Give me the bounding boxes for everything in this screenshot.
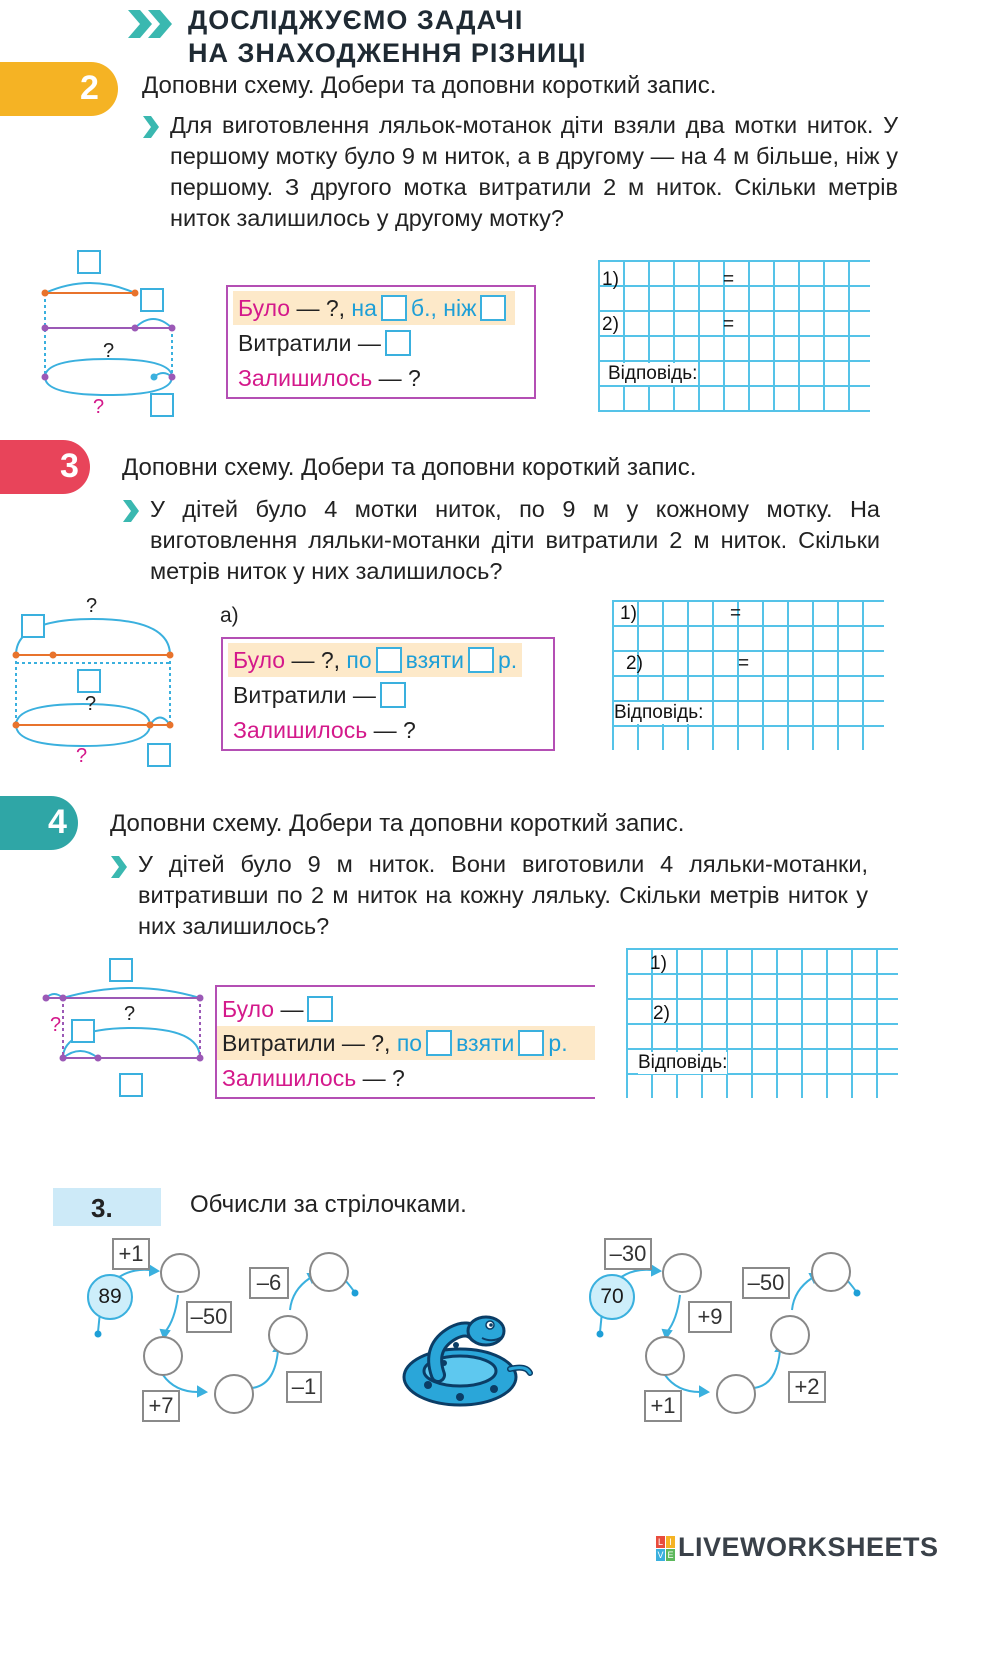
task4-short-record [215, 985, 595, 1099]
bullet-chevron-icon [141, 116, 159, 138]
record-row-was: Було — [222, 992, 337, 1026]
footer-brand[interactable]: LIVEWORKSHEETS [678, 1532, 939, 1562]
variant-label: а) [220, 604, 239, 627]
chain1-op-box: –50 [186, 1301, 232, 1333]
chain1-op-box: –1 [286, 1371, 322, 1403]
scheme-question: ? [93, 396, 105, 418]
chain2-op-box: –50 [742, 1267, 790, 1299]
task-number-tab-3 [0, 440, 90, 494]
task3-scheme [8, 592, 188, 772]
chain2-answer-circle[interactable] [770, 1315, 810, 1355]
task2-scheme [30, 245, 210, 420]
task-number-tab-4 [0, 796, 78, 850]
answer-box[interactable] [518, 1030, 544, 1056]
task4-problem: У дітей було 9 м ниток. Вони виготовили 4 ляльки-мотанки, витративши по 2 м ниток на кожну ляльку. Скільки метрів ниток у них залишилось? [138, 851, 868, 939]
answer-label: Відповідь: [614, 702, 704, 723]
chain1-answer-circle[interactable] [214, 1374, 254, 1414]
answer-box[interactable] [385, 330, 411, 356]
answer-box[interactable] [376, 647, 402, 673]
answer-box[interactable] [426, 1030, 452, 1056]
chain1-start-circle: 89 [87, 1274, 133, 1320]
task-number: 4 [48, 803, 67, 841]
task3-instruction: Доповни схему. Добери та доповни короткий запис. [122, 454, 697, 481]
record-row-was: Було — ?, на б., ніж [233, 291, 515, 325]
chain1-op-box: +1 [112, 1238, 150, 1270]
scheme-question: ? [124, 1003, 136, 1025]
exercise3-instruction: Обчисли за стрілочками. [190, 1191, 467, 1218]
scheme-question: ? [103, 340, 115, 362]
chain1-answer-circle[interactable] [143, 1336, 183, 1376]
task3-solution-grid[interactable]: 1) = 2) = Відповідь: [612, 600, 884, 750]
answer-box[interactable] [307, 996, 333, 1022]
double-chevron-icon [128, 10, 176, 38]
task3-problem: У дітей було 4 мотки ниток, по 9 м у кожному мотку. На виготовлення ляльки-мотанки діти витратили 2 м ниток. Скільки метрів ниток у них залишилось? [150, 496, 880, 584]
liveworksheets-logo-icon: L I V E [657, 1537, 674, 1560]
answer-label: Відповідь: [608, 363, 698, 384]
snake-illustration [398, 1305, 538, 1410]
exercise-number-label: 3. [53, 1188, 161, 1226]
chain1-answer-circle[interactable] [160, 1253, 200, 1293]
chain2-answer-circle[interactable] [662, 1253, 702, 1293]
task4-instruction: Доповни схему. Добери та доповни короткий запис. [110, 810, 685, 837]
chain2-start-circle: 70 [589, 1274, 635, 1320]
chain1-op-box: +7 [142, 1390, 180, 1422]
answer-box[interactable] [380, 682, 406, 708]
bullet-chevron-icon [121, 500, 139, 522]
chain2-answer-circle[interactable] [645, 1336, 685, 1376]
record-row-left: Залишилось — ? [233, 717, 416, 743]
answer-box[interactable] [381, 295, 407, 321]
scheme-question: ? [50, 1014, 62, 1036]
task2-solution-grid[interactable]: 1) = 2) = Відповідь: [598, 260, 870, 412]
chain1-op-box: –6 [249, 1267, 289, 1299]
chain1-answer-circle[interactable] [268, 1315, 308, 1355]
task-number-tab-2 [0, 62, 118, 116]
answer-label: Відповідь: [638, 1052, 728, 1073]
answer-box[interactable] [480, 295, 506, 321]
record-row-spent: Витратили — ?, по взяти р. [217, 1026, 595, 1060]
record-row-was: Було — ?, по взяти р. [228, 643, 522, 677]
chain2-op-box: +9 [688, 1301, 732, 1333]
chain1-answer-circle[interactable] [309, 1252, 349, 1292]
task-number: 3 [60, 447, 79, 485]
chain2-answer-circle[interactable] [811, 1252, 851, 1292]
task4-scheme [38, 950, 210, 1100]
task2-problem: Для виготовлення ляльок-мотанок діти взяли два мотки ниток. У першому мотку було 9 м ниток, а в другому — на 4 м більше, ніж у першому. З другого мотка витратили 2 м ниток. Скільки метрів ниток залишилось у другому мотку? [170, 112, 898, 231]
page-title-line1: ДОСЛІДЖУЄМО ЗАДАЧІ [188, 5, 524, 35]
page-title-line2: НА ЗНАХОДЖЕННЯ РІЗНИЦІ [188, 38, 587, 68]
record-row-spent: Витратили — [238, 326, 415, 360]
task4-solution-grid[interactable]: 1) 2) Відповідь: [626, 948, 898, 1098]
task2-instruction: Доповни схему. Добери та доповни короткий запис. [142, 72, 717, 99]
record-row-spent: Витратили — [233, 678, 410, 712]
chain2-op-box: +2 [788, 1371, 826, 1403]
chain2-op-box: +1 [644, 1390, 682, 1422]
task3-short-record [221, 637, 555, 751]
scheme-question: ? [76, 745, 88, 767]
chain2-op-box: –30 [604, 1238, 652, 1270]
scheme-question: ? [85, 693, 97, 715]
chain2-answer-circle[interactable] [716, 1374, 756, 1414]
record-row-left: Залишилось — ? [238, 365, 421, 391]
record-row-left: Залишилось — ? [222, 1065, 405, 1091]
answer-box[interactable] [468, 647, 494, 673]
task2-short-record [226, 285, 536, 399]
scheme-question: ? [86, 595, 98, 617]
bullet-chevron-icon [109, 856, 127, 878]
task-number: 2 [80, 69, 99, 107]
